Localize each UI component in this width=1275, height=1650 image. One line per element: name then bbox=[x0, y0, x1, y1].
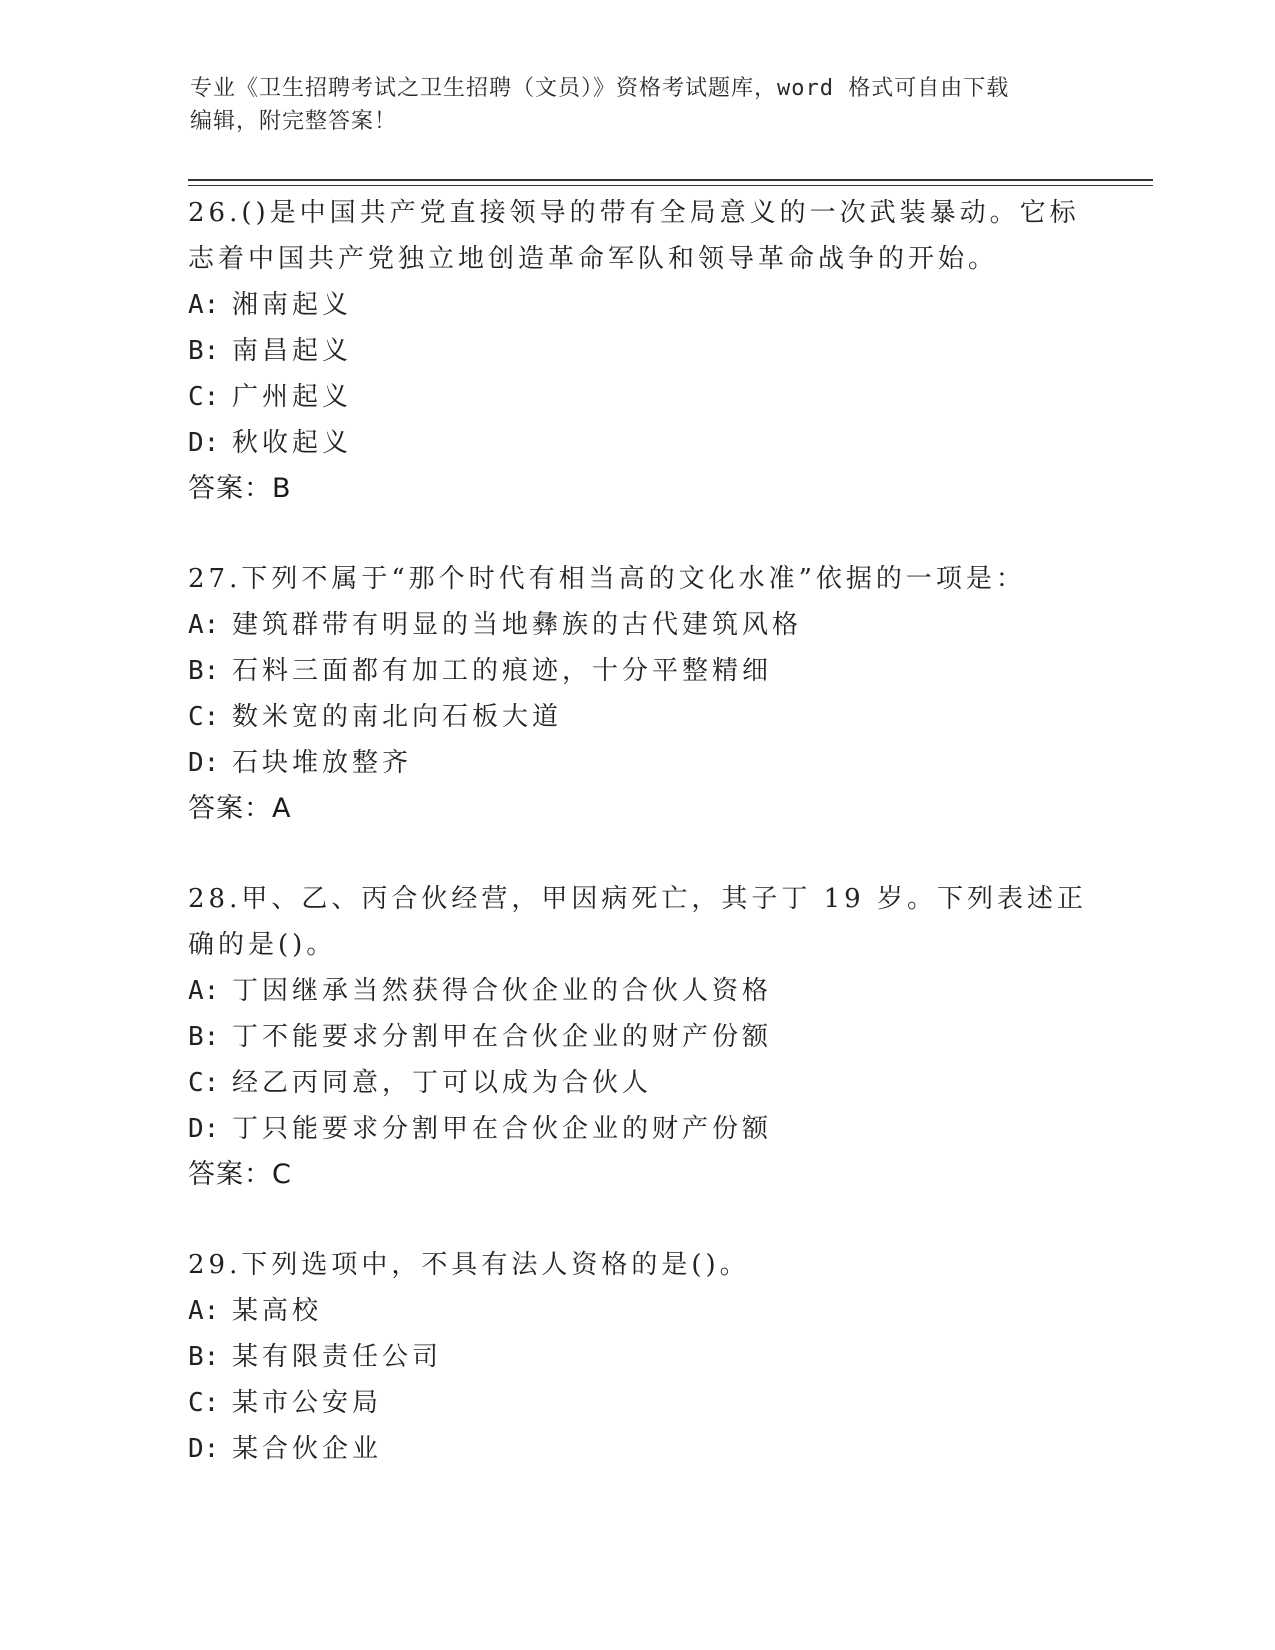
question-28 bbox=[188, 876, 1108, 1198]
option-text: 湘南起义 bbox=[232, 290, 353, 320]
option-text: 石块堆放整齐 bbox=[232, 748, 413, 778]
option-letter: A: bbox=[188, 610, 220, 640]
header-line-1: 专业《卫生招聘考试之卫生招聘（文员）》资格考试题库，word 格式可自由下载 bbox=[190, 76, 1010, 101]
question-27 bbox=[188, 556, 1108, 832]
option-text: 经乙丙同意，丁可以成为合伙人 bbox=[232, 1068, 653, 1098]
option-letter: D: bbox=[188, 1434, 220, 1464]
question-stem: 29.下列选项中，不具有法人资格的是()。 bbox=[188, 1250, 750, 1280]
option-b bbox=[188, 328, 1108, 374]
option-text: 丁不能要求分割甲在合伙企业的财产份额 bbox=[232, 1022, 773, 1052]
option-text: 某市公安局 bbox=[232, 1388, 383, 1418]
option-c bbox=[188, 1060, 1108, 1106]
option-text: 石料三面都有加工的痕迹，十分平整精细 bbox=[232, 656, 773, 686]
question-stem: 27.下列不属于“那个时代有相当高的文化水准”依据的一项是： bbox=[188, 564, 1026, 594]
option-letter: A: bbox=[188, 290, 220, 320]
option-b bbox=[188, 1014, 1108, 1060]
option-c bbox=[188, 374, 1108, 420]
option-text: 建筑群带有明显的当地彝族的古代建筑风格 bbox=[232, 610, 803, 640]
question-stem: 28.甲、乙、丙合伙经营，甲因病死亡，其子丁 19 岁。下列表述正确的是()。 bbox=[188, 884, 1087, 960]
option-c bbox=[188, 1380, 1108, 1426]
option-b bbox=[188, 1334, 1108, 1380]
option-letter: B: bbox=[188, 336, 220, 366]
option-a bbox=[188, 282, 1108, 328]
option-text: 广州起义 bbox=[232, 382, 353, 412]
option-letter: A: bbox=[188, 976, 220, 1006]
question-29 bbox=[188, 1242, 1108, 1472]
option-text: 秋收起义 bbox=[232, 428, 353, 458]
question-26 bbox=[188, 190, 1108, 512]
question-list bbox=[188, 190, 1108, 1516]
answer-line: 答案：A bbox=[188, 793, 292, 824]
header-line-2: 编辑，附完整答案！ bbox=[190, 109, 398, 134]
option-a bbox=[188, 968, 1108, 1014]
option-letter: A: bbox=[188, 1296, 220, 1326]
option-text: 某有限责任公司 bbox=[232, 1342, 443, 1372]
option-text: 丁只能要求分割甲在合伙企业的财产份额 bbox=[232, 1114, 773, 1144]
header-divider-thick bbox=[188, 179, 1153, 181]
option-letter: B: bbox=[188, 1022, 220, 1052]
option-a bbox=[188, 1288, 1108, 1334]
document-header bbox=[190, 72, 1070, 138]
option-b bbox=[188, 648, 1108, 694]
option-text: 某高校 bbox=[232, 1296, 323, 1326]
option-letter: D: bbox=[188, 428, 220, 458]
option-text: 丁因继承当然获得合伙企业的合伙人资格 bbox=[232, 976, 773, 1006]
option-text: 南昌起义 bbox=[232, 336, 353, 366]
option-d bbox=[188, 1426, 1108, 1472]
option-d bbox=[188, 740, 1108, 786]
option-letter: B: bbox=[188, 656, 220, 686]
option-letter: B: bbox=[188, 1342, 220, 1372]
option-text: 某合伙企业 bbox=[232, 1434, 383, 1464]
option-d bbox=[188, 420, 1108, 466]
question-stem: 26.()是中国共产党直接领导的带有全局意义的一次武装暴动。它标志着中国共产党独立地创造革命军队和领导革命战争的开始。 bbox=[188, 198, 1080, 274]
option-letter: C: bbox=[188, 1068, 220, 1098]
option-letter: C: bbox=[188, 1388, 220, 1418]
option-text: 数米宽的南北向石板大道 bbox=[232, 702, 563, 732]
option-c bbox=[188, 694, 1108, 740]
header-divider-thin bbox=[188, 185, 1153, 186]
answer-line: 答案：C bbox=[188, 1159, 292, 1190]
option-letter: D: bbox=[188, 1114, 220, 1144]
answer-line: 答案：B bbox=[188, 473, 292, 504]
option-d bbox=[188, 1106, 1108, 1152]
option-letter: C: bbox=[188, 702, 220, 732]
option-letter: C: bbox=[188, 382, 220, 412]
option-a bbox=[188, 602, 1108, 648]
option-letter: D: bbox=[188, 748, 220, 778]
